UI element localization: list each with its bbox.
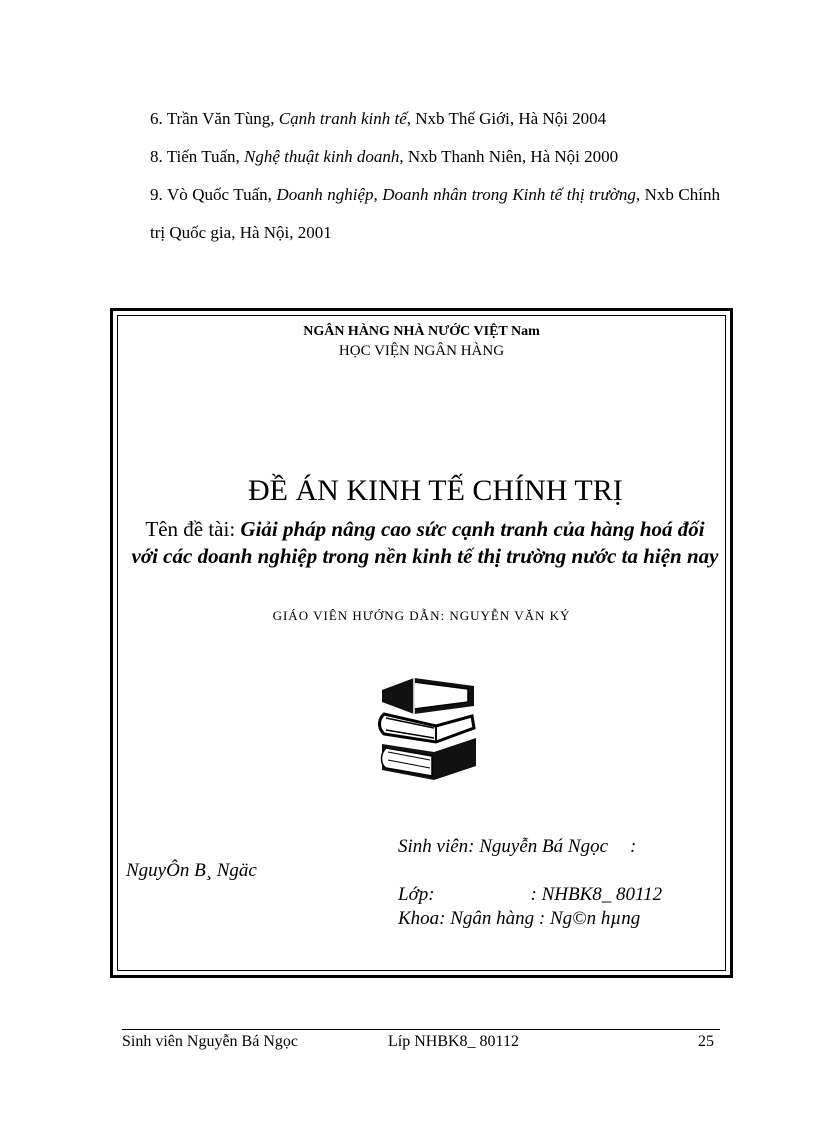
topic-text: Giải pháp nâng cao sức cạnh tranh của hàng hoá đối với các doanh nghiệp trong nền kinh tế thị trường nước ta hiện nay: [131, 517, 719, 568]
footer-class: Líp NHBK8_ 80112: [388, 1033, 519, 1050]
cover-page-frame: [110, 308, 733, 978]
academy-name: HỌC VIỆN NGÂN HÀNG: [338, 343, 505, 359]
student-label: Sinh viên: Nguyễn Bá Ngọc :: [398, 836, 637, 857]
faculty-row: Khoa: Ngân hàng : Ng©n hµng: [398, 908, 641, 929]
student-name-garbled: NguyÔn B¸ Ngäc: [126, 860, 257, 881]
project-title: ĐỀ ÁN KINH TẾ CHÍNH TRỊ: [248, 474, 623, 507]
reference-title: Nghệ thuật kinh doanh,: [244, 147, 404, 166]
reference-title: Doanh nghiệp, Doanh nhân trong Kinh tế thị trường,: [276, 185, 641, 204]
agency-name: NGÂN HÀNG NHÀ NƯỚC VIỆT Nam: [303, 324, 540, 339]
reference-item: 9. Vò Quốc Tuấn, Doanh nghiệp, Doanh nhân trong Kinh tế thị trường, Nxb Chính trị Quốc gia, Hà Nội, 2001: [150, 185, 720, 242]
books-stack-icon: [376, 672, 480, 782]
cover-inner-frame: [117, 315, 726, 971]
advisor-line: GIÁO VIÊN HƯỚNG DẪN: NGUYỄN VĂN KÝ: [272, 608, 571, 623]
reference-item: 8. Tiến Tuấn, Nghệ thuật kinh doanh, Nxb Thanh Niên, Hà Nội 2000: [150, 147, 619, 166]
reference-list: [150, 100, 720, 252]
topic-block: [130, 516, 720, 570]
reference-item: 6. Trần Văn Tùng, Cạnh tranh kinh tế, Nxb Thế Giới, Hà Nội 2004: [150, 109, 607, 128]
class-row: Lớp: : NHBK8_ 80112: [398, 884, 663, 905]
reference-title: Cạnh tranh kinh tế: [278, 109, 407, 128]
page-number: 25: [698, 1033, 714, 1050]
topic-label: Tên đề tài:: [145, 517, 241, 541]
footer-divider: [122, 1029, 720, 1030]
footer-student: Sinh viên Nguyễn Bá Ngọc: [122, 1033, 298, 1050]
